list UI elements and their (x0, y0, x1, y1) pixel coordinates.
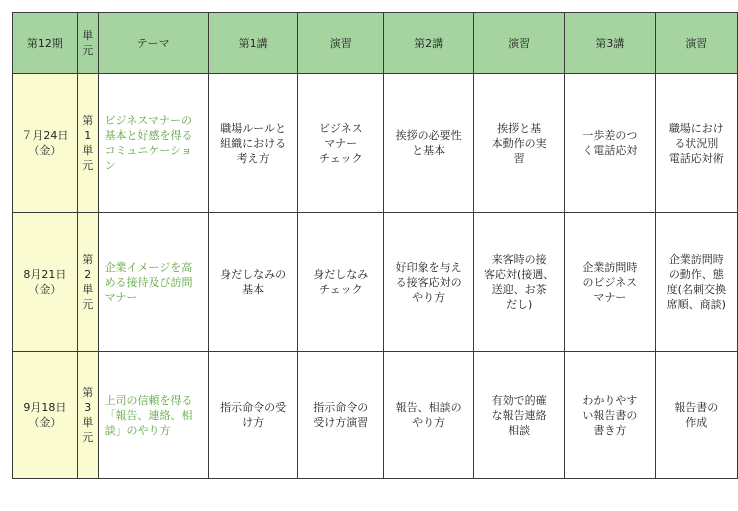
practice-3-cell (655, 352, 737, 479)
unit-char: 単 (82, 283, 94, 296)
practice-1-cell (298, 213, 384, 352)
cell-line: 組織における (220, 136, 287, 150)
cell-line: 来客時の接 (491, 253, 547, 266)
header-lecture-1: 第1講 (208, 13, 298, 74)
cell-line: 有効で的確 (491, 393, 547, 407)
cell-line: マナー (324, 136, 358, 150)
practice-2-cell (474, 352, 565, 479)
table-row (13, 213, 738, 352)
header-term: 第12期 (13, 13, 78, 74)
cell-line: 好印象を与え (395, 260, 462, 274)
date-line: （金） (28, 416, 62, 429)
cell-line: 身だしなみの (220, 268, 287, 281)
cell-line: チェック (318, 283, 363, 296)
cell-line: 職場ルールと (220, 121, 286, 135)
lecture-2-cell (384, 213, 474, 352)
cell-line: 作成 (685, 416, 708, 429)
table-row (13, 74, 738, 213)
cell-line: 相談 (508, 423, 531, 437)
header-row (13, 13, 738, 74)
unit-char: 元 (82, 159, 94, 172)
unit-cell (77, 213, 98, 352)
cell-line: 書き方 (593, 423, 627, 437)
cell-line: 度(名刺交換 (666, 283, 726, 296)
cell-line: 席順、商談) (666, 298, 726, 311)
cell-line: 企業訪問時 (668, 253, 724, 266)
practice-3-cell (655, 74, 737, 213)
cell-line: く電話応対 (582, 144, 638, 157)
lecture-3-cell (565, 74, 656, 213)
header-lecture-3: 第3講 (565, 13, 656, 74)
cell-line: 職場におけ (668, 121, 724, 135)
theme-cell: 企業イメージを高める接待及び訪問マナー (98, 213, 208, 352)
header-theme: テーマ (98, 13, 208, 74)
cell-line: やり方 (412, 290, 446, 304)
unit-char: 単 (82, 416, 94, 429)
practice-3-cell (655, 213, 737, 352)
unit-cell (77, 352, 98, 479)
table-row (13, 352, 738, 479)
cell-line: 基本 (242, 283, 265, 296)
date-line: （金） (28, 144, 62, 157)
lecture-1-cell (208, 74, 298, 213)
cell-line: る接客応対の (395, 275, 462, 289)
practice-1-cell (298, 352, 384, 479)
header-lecture-2: 第2講 (384, 13, 474, 74)
lecture-2-cell (384, 74, 474, 213)
unit-char: 3 (84, 401, 92, 414)
theme-cell: 上司の信頼を得る「報告、連絡、相談」のやり方 (98, 352, 208, 479)
cell-line: 挨拶と基 (497, 121, 542, 135)
cell-line: 受け方演習 (313, 416, 369, 429)
cell-line: 本動作の実 (491, 136, 547, 150)
cell-line: ビジネス (318, 121, 363, 135)
cell-line: と基本 (412, 144, 446, 157)
date-line: 9月18日 (23, 401, 67, 414)
cell-line: る状況別 (674, 136, 719, 150)
cell-line: 考え方 (236, 151, 270, 165)
date-cell (13, 74, 78, 213)
practice-2-cell (474, 74, 565, 213)
schedule-table (12, 12, 738, 479)
unit-char: 2 (84, 268, 92, 281)
cell-line: い報告書の (582, 408, 638, 422)
unit-cell (77, 74, 98, 213)
unit-char: 第 (82, 114, 94, 127)
date-line: ７月24日 (21, 129, 69, 142)
cell-line: 習 (513, 151, 525, 165)
cell-line: チェック (318, 151, 363, 165)
lecture-3-cell (565, 213, 656, 352)
cell-line: のビジネス (582, 275, 638, 289)
date-line: 8月21日 (23, 268, 67, 281)
cell-line: 客応対(接遇、 (483, 268, 555, 281)
cell-line: 身だしなみ (313, 268, 369, 281)
practice-2-cell (474, 213, 565, 352)
cell-line: だし) (505, 298, 533, 311)
practice-1-cell (298, 74, 384, 213)
cell-line: わかりやす (582, 393, 638, 407)
header-practice-1: 演習 (298, 13, 384, 74)
cell-line: け方 (242, 416, 265, 429)
cell-line: 電話応対術 (668, 151, 724, 165)
cell-line: 一歩差のつ (582, 129, 638, 142)
lecture-1-cell (208, 213, 298, 352)
unit-char: 第 (82, 386, 94, 399)
cell-line: な報告連絡 (491, 408, 547, 422)
lecture-2-cell (384, 352, 474, 479)
unit-char: 元 (82, 431, 94, 444)
cell-line: 報告書の (674, 401, 719, 414)
cell-line: 指示命令の受 (220, 401, 287, 414)
unit-char: 元 (82, 298, 94, 311)
cell-line: 報告、相談の (395, 401, 462, 414)
unit-char: 第 (82, 253, 94, 266)
lecture-3-cell (565, 352, 656, 479)
cell-line: マナー (593, 290, 627, 304)
unit-char: 1 (84, 129, 92, 142)
cell-line: 挨拶の必要性 (395, 129, 462, 142)
theme-cell: ビジネスマナーの基本と好感を得るコミュニケーション (98, 74, 208, 213)
cell-line: 送迎、お茶 (491, 283, 547, 296)
cell-line: 企業訪問時 (582, 260, 638, 274)
date-cell (13, 352, 78, 479)
cell-line: の動作、態 (668, 268, 724, 281)
header-practice-3: 演習 (655, 13, 737, 74)
date-line: （金） (28, 283, 62, 296)
date-cell (13, 213, 78, 352)
header-practice-2: 演習 (474, 13, 565, 74)
lecture-1-cell (208, 352, 298, 479)
unit-char: 単 (82, 144, 94, 157)
header-unit: 単元 (77, 13, 98, 74)
cell-line: やり方 (412, 416, 446, 429)
cell-line: 指示命令の (313, 401, 369, 414)
